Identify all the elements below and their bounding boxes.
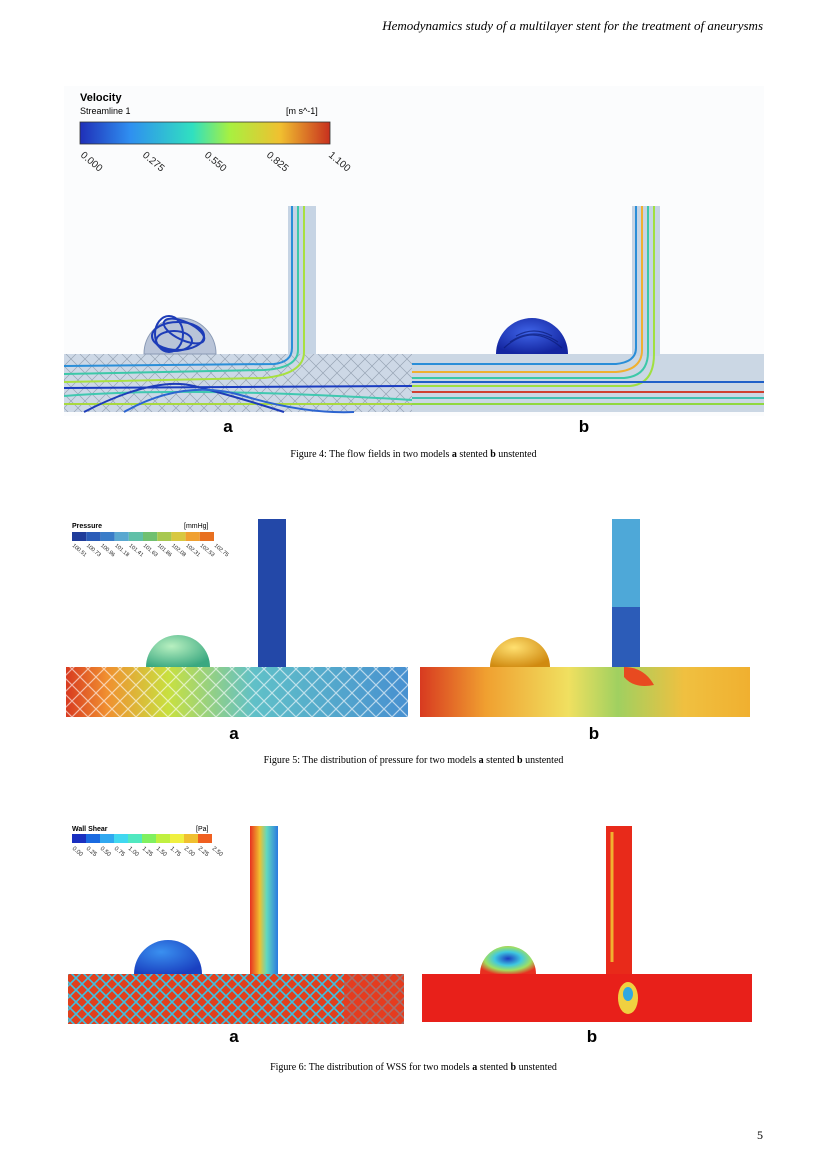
panel-label-4b: b — [578, 417, 590, 436]
running-header: Hemodynamics study of a multilayer stent for the treatment of aneurysms — [382, 18, 763, 33]
wss-tick-label: 0.00 — [70, 845, 84, 859]
velocity-tick-label: 0.825 — [264, 149, 291, 175]
panel-6a — [68, 826, 404, 1024]
velocity-tick-label: 0.550 — [202, 149, 229, 175]
velocity-tick-label: 0.275 — [140, 149, 167, 175]
panel-5b — [420, 519, 750, 717]
pressure-tick-label: 102.75 — [212, 542, 230, 559]
pressure-colorbar-swatch — [129, 532, 143, 541]
wss-tick-label: 2.00 — [182, 845, 196, 859]
wss-tick-label: 1.25 — [140, 845, 154, 859]
page-number: 5 — [757, 1128, 763, 1142]
pressure-colorbar-swatch — [157, 532, 171, 541]
wss-tick-label: 0.25 — [84, 845, 98, 859]
wss-tick-label: 0.50 — [98, 845, 112, 859]
pressure-colorbar-swatch — [143, 532, 157, 541]
figure-6 — [64, 822, 764, 1048]
velocity-legend-unit: [m s^-1] — [286, 106, 318, 116]
pressure-tick-label: 102.08 — [170, 542, 187, 559]
panel-label-6a: a — [229, 1027, 239, 1046]
panel-6b — [422, 826, 752, 1022]
wss-colorbar-swatch — [114, 834, 128, 843]
wss-colorbar-swatch — [100, 834, 114, 843]
figure-4 — [64, 86, 764, 436]
wss-tick-label: 1.75 — [168, 845, 182, 859]
velocity-legend-subtitle: Streamline 1 — [80, 106, 131, 116]
pressure-tick-label: 100.73 — [84, 542, 102, 559]
wss-colorbar-swatch — [86, 834, 100, 843]
pressure-tick-label: 100.51 — [70, 542, 88, 559]
figure-4-caption: Figure 4: The flow fields in two models a stented b unstented — [290, 449, 537, 460]
velocity-tick-label: 1.100 — [326, 149, 353, 175]
pressure-colorbar-swatch — [200, 532, 214, 541]
pressure-colorbar-swatch — [171, 532, 185, 541]
figure-5-caption: Figure 5: The distribution of pressure for two models a stented b unstented — [263, 755, 564, 766]
figure-5 — [64, 517, 764, 745]
pressure-tick-label: 102.31 — [184, 542, 202, 559]
pressure-tick-label: 102.53 — [198, 542, 216, 559]
panel-label-5b: b — [588, 724, 600, 743]
pressure-tick-label: 101.41 — [127, 542, 145, 559]
pressure-colorbar-swatch — [115, 532, 129, 541]
wss-colorbar-swatch — [170, 834, 184, 843]
wss-colorbar-swatch — [72, 834, 86, 843]
wss-tick-label: 2.50 — [210, 845, 224, 859]
velocity-legend-title: Velocity — [80, 92, 122, 104]
wss-colorbar-swatch — [156, 834, 170, 843]
wss-legend-unit: [Pa] — [196, 826, 209, 833]
panel-label-6b: b — [586, 1027, 598, 1046]
panel-label-4a: a — [223, 417, 233, 436]
velocity-colorbar — [80, 122, 330, 144]
pressure-legend-title: Pressure — [72, 523, 102, 530]
velocity-tick-label: 0.000 — [78, 149, 105, 175]
panel-label-5a: a — [229, 724, 239, 743]
wss-legend-title: Wall Shear — [72, 826, 108, 833]
pressure-colorbar-swatch — [72, 532, 86, 541]
pressure-tick-label: 101.86 — [155, 542, 173, 559]
pressure-colorbar-swatch — [186, 532, 200, 541]
wss-colorbar-swatch — [142, 834, 156, 843]
wss-colorbar-swatch — [184, 834, 198, 843]
wss-colorbar-swatch — [128, 834, 142, 843]
pressure-colorbar-swatch — [100, 532, 114, 541]
pressure-tick-label: 100.96 — [99, 542, 116, 559]
pressure-tick-label: 101.18 — [113, 542, 131, 559]
wss-tick-label: 1.50 — [154, 845, 168, 859]
pressure-colorbar-swatch — [86, 532, 100, 541]
wss-colorbar-swatch — [198, 834, 212, 843]
wss-tick-label: 2.25 — [196, 845, 210, 859]
pressure-legend-unit: [mmHg] — [184, 523, 209, 530]
wss-tick-label: 0.75 — [112, 845, 126, 859]
figure-6-caption: Figure 6: The distribution of WSS for two models a stented b unstented — [270, 1062, 557, 1073]
pressure-tick-label: 101.63 — [141, 542, 159, 559]
wss-tick-label: 1.00 — [126, 845, 140, 859]
